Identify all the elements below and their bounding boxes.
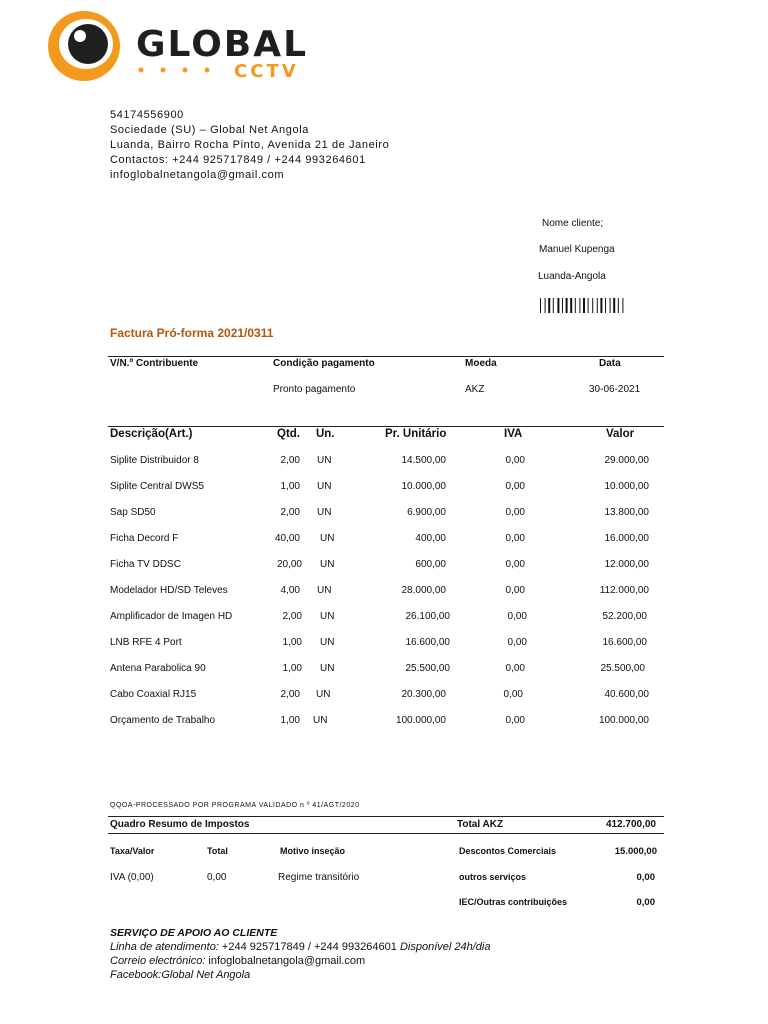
item-price: 600,00: [415, 559, 446, 570]
item-desc: Cabo Coaxial RJ15: [110, 689, 197, 700]
summary-title: Quadro Resumo de Impostos: [110, 819, 250, 830]
item-desc: Antena Parabolica 90: [110, 663, 206, 674]
item-unit: UN: [317, 507, 332, 518]
item-value: 16.600,00: [602, 637, 647, 648]
item-price: 10.000,00: [401, 481, 446, 492]
barcode-bar: [557, 298, 559, 313]
item-iva: 0,00: [503, 689, 523, 700]
item-price: 14.500,00: [401, 455, 446, 466]
company-nif: 54174556900: [110, 109, 184, 121]
item-unit: UN: [317, 585, 332, 596]
summary-header-rate: Taxa/Valor: [110, 846, 155, 856]
item-iva: 0,00: [505, 507, 525, 518]
barcode-bar: [597, 298, 598, 313]
items-header-desc: Descrição(Art.): [110, 428, 193, 440]
company-address: Luanda, Bairro Rocha Pinto, Avenida 21 de Janeiro: [110, 139, 390, 151]
barcode-bar: [540, 298, 541, 313]
item-qty: 1,00: [282, 663, 302, 674]
item-value: 52.200,00: [602, 611, 647, 622]
support-line-label: Linha de atendimento:: [110, 941, 219, 953]
tax-total: 0,00: [207, 872, 227, 883]
item-qty: 4,00: [280, 585, 300, 596]
item-price: 6.900,00: [407, 507, 446, 518]
summary-header-reason: Motivo inseção: [280, 846, 346, 856]
tax-reason: Regime transitório: [278, 872, 360, 883]
item-value: 16.000,00: [604, 533, 649, 544]
barcode-bar: [600, 298, 602, 313]
header-currency: Moeda: [465, 358, 497, 369]
barcode-bar: [610, 298, 611, 313]
client-name: Manuel Kupenga: [539, 244, 615, 255]
item-desc: Orçamento de Trabalho: [110, 715, 216, 726]
barcode-bar: [553, 298, 554, 313]
company-email: infoglobalnetangola@gmail.com: [110, 169, 285, 181]
item-qty: 1,00: [280, 481, 300, 492]
divider: [108, 356, 664, 357]
support-title: SERVIÇO DE APOIO AO CLIENTE: [110, 927, 278, 939]
company-logo: [44, 6, 334, 86]
item-price: 26.100,00: [405, 611, 450, 622]
summary-total-value: 412.700,00: [605, 819, 656, 830]
value-currency: AKZ: [465, 384, 485, 395]
header-nif: V/N.º Contribuente: [110, 358, 199, 369]
item-unit: UN: [320, 559, 335, 570]
value-condition: Pronto pagamento: [273, 384, 356, 395]
barcode-bar: [566, 298, 568, 313]
items-header-price: Pr. Unitário: [385, 428, 447, 440]
item-unit: UN: [320, 611, 335, 622]
item-iva: 0,00: [505, 533, 525, 544]
barcode-bar: [548, 298, 550, 313]
item-unit: UN: [320, 533, 335, 544]
item-price: 100.000,00: [395, 715, 446, 726]
item-value: 40.600,00: [604, 689, 649, 700]
discount-label: Descontos Comerciais: [459, 846, 557, 856]
item-qty: 1,00: [280, 715, 300, 726]
iec-label: IEC/Outras contribuições: [459, 897, 568, 907]
item-price: 28.000,00: [401, 585, 446, 596]
item-value: 13.800,00: [604, 507, 649, 518]
item-price: 25.500,00: [405, 663, 450, 674]
item-iva: 0,00: [505, 455, 525, 466]
item-qty: 2,00: [282, 611, 302, 622]
barcode-bar: [618, 298, 619, 313]
item-price: 16.600,00: [405, 637, 450, 648]
item-value: 12.000,00: [604, 559, 649, 570]
logo-word: GLOBAL: [136, 24, 309, 65]
other-services-label: outros serviços: [459, 872, 527, 882]
item-unit: UN: [316, 689, 331, 700]
client-location: Luanda-Angola: [538, 271, 606, 282]
support-email-label: Correio electrónico:: [110, 955, 206, 967]
item-desc: Siplite Central DWS5: [110, 481, 204, 492]
logo-sub: CCTV: [234, 61, 299, 82]
item-desc: Amplificador de Imagen HD: [110, 611, 233, 622]
item-desc: Ficha TV DDSC: [110, 559, 181, 570]
company-info: [110, 108, 389, 183]
item-value: 100.000,00: [598, 715, 649, 726]
item-value: 25.500,00: [600, 663, 645, 674]
item-qty: 20,00: [276, 559, 302, 570]
barcode: [540, 298, 650, 313]
item-qty: 2,00: [280, 455, 300, 466]
item-value: 29.000,00: [604, 455, 649, 466]
barcode-bar: [562, 298, 563, 313]
item-iva: 0,00: [505, 585, 525, 596]
items-header-qty: Qtd.: [277, 428, 300, 440]
item-qty: 40,00: [274, 533, 300, 544]
item-unit: UN: [320, 637, 335, 648]
processing-note: QQOA-PROCESSADO POR PROGRAMA VALIDADO n º 41/AGT/2020: [110, 802, 360, 809]
item-unit: UN: [317, 481, 332, 492]
item-value: 10.000,00: [604, 481, 649, 492]
barcode-bar: [579, 298, 580, 313]
company-contacts: Contactos: +244 925717849 / +244 993264601: [110, 154, 366, 166]
item-price: 400,00: [415, 533, 446, 544]
item-desc: Siplite Distribuidor 8: [110, 455, 199, 466]
item-desc: Modelador HD/SD Televes: [110, 585, 228, 596]
item-iva: 0,00: [507, 637, 527, 648]
item-desc: Ficha Decord F: [110, 533, 179, 544]
header-date: Data: [599, 358, 621, 369]
items-header-value: Valor: [606, 428, 635, 440]
summary-total-label: Total AKZ: [457, 819, 504, 830]
item-unit: UN: [313, 715, 328, 726]
header-condition: Condição pagamento: [273, 358, 375, 369]
item-value: 112.000,00: [599, 585, 649, 596]
document-title: Factura Pró-forma 2021/0311: [110, 326, 274, 340]
item-iva: 0,00: [505, 481, 525, 492]
divider: [108, 426, 664, 427]
company-name: Sociedade (SU) – Global Net Angola: [110, 124, 309, 136]
item-unit: UN: [320, 663, 335, 674]
item-iva: 0,00: [507, 611, 527, 622]
summary-header-total: Total: [207, 846, 228, 856]
support-email-value: infoglobalnetangola@gmail.com: [205, 955, 366, 967]
barcode-bar: [575, 298, 576, 313]
other-services-value: 0,00: [636, 872, 655, 883]
item-iva: 0,00: [505, 663, 525, 674]
item-iva: 0,00: [505, 559, 525, 570]
client-label: Nome cliente;: [542, 218, 604, 229]
iec-value: 0,00: [636, 897, 655, 908]
item-qty: 2,00: [280, 689, 300, 700]
barcode-bar: [570, 298, 572, 313]
item-desc: Sap SD50: [110, 507, 156, 518]
barcode-bar: [622, 298, 623, 313]
items-header-unit: Un.: [316, 428, 335, 440]
support-section: [110, 926, 490, 982]
support-line-numbers: +244 925717849 / +244 993264601: [218, 941, 400, 953]
barcode-bar: [605, 298, 606, 313]
barcode-bar: [583, 298, 585, 313]
divider: [108, 833, 664, 834]
item-unit: UN: [317, 455, 332, 466]
item-price: 20.300,00: [401, 689, 446, 700]
support-facebook: Facebook:Global Net Angola: [110, 969, 251, 981]
barcode-bar: [545, 298, 546, 313]
support-line-availability: Disponível 24h/dia: [399, 941, 491, 953]
value-date: 30-06-2021: [589, 384, 641, 395]
barcode-bar: [592, 298, 593, 313]
barcode-bar: [588, 298, 589, 313]
item-iva: 0,00: [505, 715, 525, 726]
divider: [108, 816, 664, 817]
tax-rate: IVA (0,00): [110, 872, 154, 883]
discount-value: 15.000,00: [614, 846, 657, 857]
item-qty: 2,00: [280, 507, 300, 518]
items-header-iva: IVA: [504, 428, 523, 440]
barcode-bar: [613, 298, 615, 313]
item-desc: LNB RFE 4 Port: [110, 637, 182, 648]
item-qty: 1,00: [282, 637, 302, 648]
